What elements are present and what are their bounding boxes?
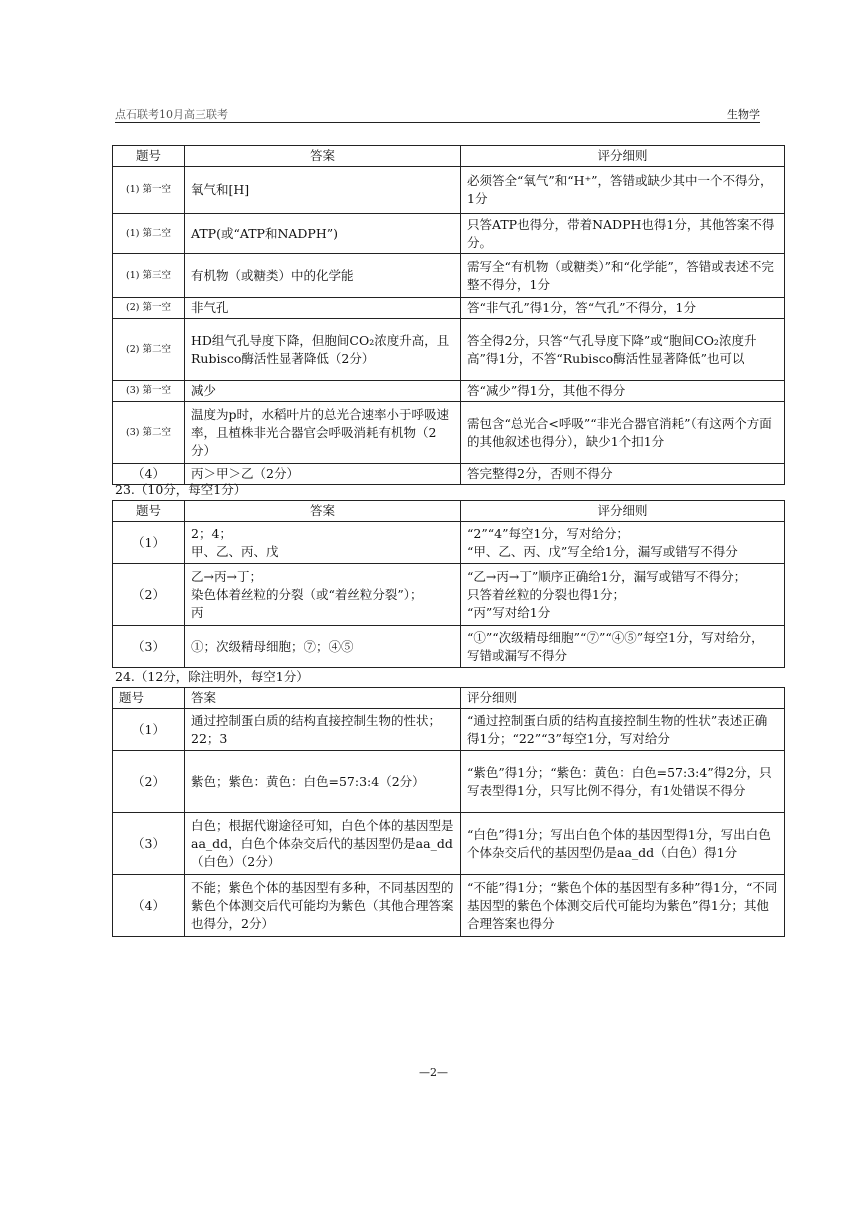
header-rule: 评分细则 <box>461 688 785 709</box>
question-number: （2） <box>113 564 185 626</box>
answer-cell: 有机物（或糖类）中的化学能 <box>185 254 461 298</box>
answer-line: 丙 <box>191 604 204 620</box>
rule-line: “乙→丙→丁”顺序正确给1分，漏写或错写不得分； <box>467 568 747 584</box>
header-num: 题号 <box>113 146 185 167</box>
page-header <box>115 104 760 123</box>
question-number: （1） <box>113 522 185 564</box>
table-row <box>113 381 785 402</box>
rule-line: 写错或漏写不得分 <box>467 647 568 663</box>
answer-cell: 温度为p时，水稻叶片的总光合速率小于呼吸速率，且植株非光合器官会呼吸消耗有机物（2分） <box>185 402 461 464</box>
answer-line: 2；4； <box>191 525 232 541</box>
table-row <box>113 564 785 626</box>
question-number: （3） <box>113 626 185 668</box>
question-number: （3） <box>113 813 185 875</box>
subject-name: 生物学 <box>727 108 760 121</box>
rule-line: 只答着丝粒的分裂也得1分； <box>467 586 625 602</box>
answer-cell: 不能；紫色个体的基因型有多种，不同基因型的紫色个体测交后代可能均为紫色（其他合理答案也得分，2分） <box>185 875 461 937</box>
header-answer: 答案 <box>185 146 461 167</box>
answer-cell: 紫色；紫色：黄色：白色=57:3:4（2分） <box>185 751 461 813</box>
rule-cell: 答“非气孔”得1分，答“气孔”不得分，1分 <box>461 298 785 319</box>
q22-scoring-table <box>112 145 785 485</box>
table-header-row <box>113 688 785 709</box>
header-answer: 答案 <box>185 501 461 522</box>
question-number: (1) 第二空 <box>113 214 185 254</box>
rule-cell <box>461 564 785 626</box>
rule-cell: 答全得2分，只答“气孔导度下降”或“胞间CO₂浓度升高”得1分，不答“Rubisco酶活性显著降低”也可以 <box>461 319 785 381</box>
table-row <box>113 167 785 214</box>
question-number: (1) 第三空 <box>113 254 185 298</box>
table-header-row <box>113 146 785 167</box>
table-row <box>113 254 785 298</box>
q23-scoring-table <box>112 500 785 668</box>
table-row <box>113 214 785 254</box>
rule-cell: “不能”得1分；“紫色个体的基因型有多种”得1分，“不同基因型的紫色个体测交后代可能均为紫色”得1分；其他合理答案也得分 <box>461 875 785 937</box>
header-answer: 答案 <box>185 688 461 709</box>
table-row <box>113 402 785 464</box>
answer-cell: 氧气和[H] <box>185 167 461 214</box>
rule-cell: 需包含“总光合<呼吸”“非光合器官消耗”（有这两个方面的其他叙述也得分），缺少1个扣1分 <box>461 402 785 464</box>
rule-cell: 答完整得2分，否则不得分 <box>461 464 785 485</box>
question-number: (3) 第二空 <box>113 402 185 464</box>
header-rule: 评分细则 <box>461 501 785 522</box>
answer-cell: 丙＞甲＞乙（2分） <box>185 464 461 485</box>
table-row <box>113 875 785 937</box>
question-number: (2) 第二空 <box>113 319 185 381</box>
answer-cell: HD组气孔导度下降，但胞间CO₂浓度升高，且Rubisco酶活性显著降低（2分） <box>185 319 461 381</box>
rule-cell: 只答ATP也得分，带着NADPH也得1分，其他答案不得分。 <box>461 214 785 254</box>
answer-cell <box>185 522 461 564</box>
answer-cell: 通过控制蛋白质的结构直接控制生物的性状；22；3 <box>185 709 461 751</box>
exam-title: 点石联考10月高三联考 <box>115 108 228 121</box>
question-number: (3) 第一空 <box>113 381 185 402</box>
table-row <box>113 319 785 381</box>
rule-cell: 答“减少”得1分，其他不得分 <box>461 381 785 402</box>
table-row <box>113 626 785 668</box>
rule-cell: “白色”得1分；写出白色个体的基因型得1分，写出白色个体杂交后代的基因型仍是aa_dd（白色）得1分 <box>461 813 785 875</box>
answer-line: 乙→丙→丁； <box>191 568 262 584</box>
rule-line: “甲、乙、丙、戊”写全给1分，漏写或错写不得分 <box>467 543 738 559</box>
rule-cell: 需写全“有机物（或糖类）”和“化学能”，答错或表述不完整不得分，1分 <box>461 254 785 298</box>
rule-cell <box>461 522 785 564</box>
answer-line: 甲、乙、丙、戊 <box>191 543 279 559</box>
q23-title: 23.（10分，每空1分） <box>115 482 247 497</box>
rule-cell: 必须答全“氧气”和“H⁺”，答错或缺少其中一个不得分，1分 <box>461 167 785 214</box>
rule-cell: “紫色”得1分；“紫色：黄色：白色=57:3:4”得2分，只写表型得1分，只写比例不得分，有1处错误不得分 <box>461 751 785 813</box>
table-row <box>113 813 785 875</box>
answer-cell <box>185 626 461 668</box>
answer-cell: 减少 <box>185 381 461 402</box>
rule-cell <box>461 626 785 668</box>
question-number: (2) 第一空 <box>113 298 185 319</box>
table-row <box>113 751 785 813</box>
question-number: （4） <box>113 875 185 937</box>
rule-cell: “通过控制蛋白质的结构直接控制生物的性状”表述正确得1分；“22”“3”每空1分，写对给分 <box>461 709 785 751</box>
answer-line: 染色体着丝粒的分裂（或“着丝粒分裂”）； <box>191 586 423 602</box>
question-number: （4） <box>113 464 185 485</box>
rule-line: “丙”写对给1分 <box>467 604 551 620</box>
header-rule: 评分细则 <box>461 146 785 167</box>
page-number: —2— <box>419 1066 448 1079</box>
question-number: （2） <box>113 751 185 813</box>
answer-cell: 非气孔 <box>185 298 461 319</box>
table-row <box>113 709 785 751</box>
table-row <box>113 298 785 319</box>
rule-line: “①”“次级精母细胞”“⑦”“④⑤”每空1分，写对给分， <box>467 629 764 645</box>
answer-cell: ATP(或“ATP和NADPH”) <box>185 214 461 254</box>
q24-title: 24.（12分，除注明外，每空1分） <box>115 669 309 684</box>
answer-line: ①；次级精母细胞；⑦；④⑤ <box>191 638 354 654</box>
question-number: （1） <box>113 709 185 751</box>
answer-cell: 白色；根据代谢途径可知，白色个体的基因型是aa_dd，白色个体杂交后代的基因型仍是aa_dd（白色）（2分） <box>185 813 461 875</box>
header-num: 题号 <box>113 688 185 709</box>
table-header-row <box>113 501 785 522</box>
answer-cell <box>185 564 461 626</box>
question-number: (1) 第一空 <box>113 167 185 214</box>
header-num: 题号 <box>113 501 185 522</box>
table-row <box>113 522 785 564</box>
q24-scoring-table <box>112 687 785 937</box>
rule-line: “2”“4”每空1分，写对给分； <box>467 525 629 541</box>
